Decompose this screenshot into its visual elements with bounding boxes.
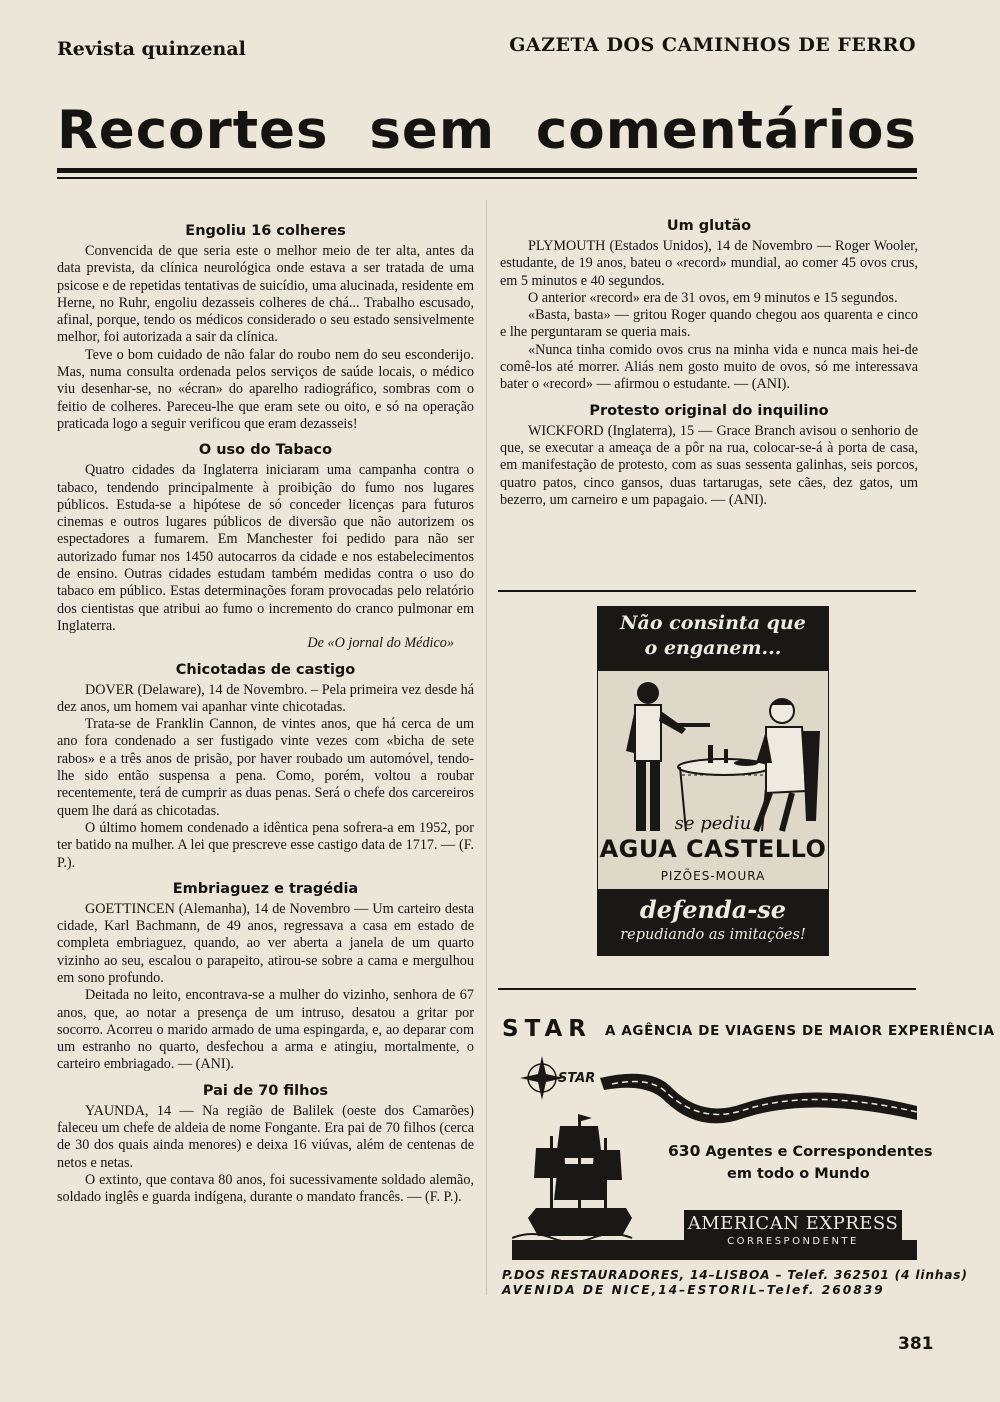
ad-text-se-pediu: se pediu xyxy=(674,813,752,834)
star-address-estoril: AVENIDA DE NICE,14–ESTORIL–Telef. 260839 xyxy=(502,1283,885,1297)
star-agents-count: 630 xyxy=(668,1142,701,1160)
title-word: Recortes xyxy=(57,100,329,161)
section-divider xyxy=(498,590,916,592)
amex-correspondente: CORRESPONDENTE xyxy=(727,1236,859,1247)
column-gutter xyxy=(486,200,487,1295)
star-agents-text: Agentes e Correspondentes xyxy=(705,1144,933,1160)
article-paragraph: Convencida de que seria este o melhor meio de ter alta, antes da data prevista, da clínica neurológica onde estava a ser tratada de uma psicose e de repetidas tentativas de suicídio, uma alucinada, residente em Herne, no Ruhr, engoliu dezasseis colheres de chá... Trabalho escusado, afinal, porque, tendo os médicos considerado o seu estado sensivelmente melhor, foi autorizada a sair da clínica. xyxy=(57,243,474,346)
article-heading: Pai de 70 filhos xyxy=(202,1082,329,1099)
article-paragraph: Teve o bom cuidado de não falar do roubo nem do seu esconderijo. Mas, numa consulta ordenada pelos serviços de saúde locais, o médico viu desenhar-se, no «écran» do aparelho radiográfico, sombras com o feitio de colheres. Pareceu-lhe que eram sete ou oito, e só na operação praticada logo a seguir verificou que eram dezasseis! xyxy=(57,346,474,432)
article-heading: Embriaguez e tragédia xyxy=(172,880,359,897)
page-title xyxy=(57,96,917,166)
star-address-lisboa: P.DOS RESTAURADORES, 14–LISBOA – Telef. 362501 (4 linhas) xyxy=(502,1268,968,1282)
title-word: comentários xyxy=(535,100,917,161)
right-column xyxy=(500,217,918,509)
article-paragraph: O anterior «record» era de 31 ovos, em 9 minutos e 15 segundos. xyxy=(528,289,898,306)
star-logo-text: STAR xyxy=(558,1071,596,1086)
star-brand: STAR xyxy=(502,1016,592,1042)
article-heading: Engoliu 16 colheres xyxy=(185,223,346,239)
ad-text-defenda: defenda-se xyxy=(639,895,787,924)
ad-place: PIZÕES-MOURA xyxy=(660,869,766,883)
star-agents-world: em todo o Mundo xyxy=(727,1166,870,1182)
article-paragraph: Quatro cidades da Inglaterra iniciaram uma campanha contra o tabaco, tendendo principalmente à proibição do fumo nos lugares públicos. Estuda-se a hipótese de só conceder licenças para futuros cinemas e outros lugares públicos de diversão que não autorizem os espectadores a fumarem. Em Manchester foi pedido para não ser autorizado fumar nos 1450 autocarros da cidade e nos estabelecimentos de ensino. Outras cidades estudam também medidas contra o uso do tabaco em público. Estas determinações foram provocadas pelo relatório dos cientistas que atribui ao fumo o incremento do cranco pulmonar em Inglaterra. xyxy=(57,462,474,634)
article-paragraph: YAUNDA, 14 — Na região de Balilek (oeste dos Camarões) faleceu um chefe de aldeia de nome Fongante. Era pai de 70 filhos (cerca de 30 dos quais ainda menores) e deixa 16 viúvas, além de centenas de netos e netas. xyxy=(57,1102,474,1171)
article-paragraph: O último homem condenado a idêntica pena sofrera-a em 1952, por ter batido na mulher. A lei que prescreve esse castigo data de 1717. — (F. P.). xyxy=(57,819,474,871)
header-right: GAZETA DOS CAMINHOS DE FERRO xyxy=(509,34,916,56)
ad-slogan-line: o enganem... xyxy=(644,637,782,659)
article-paragraph: O extinto, que contava 80 anos, foi sucessivamente soldado alemão, soldado inglês e guarda indígena, durante o mandato francês. — (F. P.). xyxy=(57,1171,474,1206)
star-tagline: A AGÊNCIA DE VIAGENS DE MAIOR EXPERIÊNCIA xyxy=(605,1023,995,1039)
article-paragraph: DOVER (Delaware), 14 de Novembro. – Pela primeira vez desde há dez anos, um homem vai apanhar vinte chicotadas. xyxy=(57,681,474,715)
ship-icon xyxy=(528,1114,632,1236)
article-paragraph: «Basta, basta» — gritou Roger quando chegou aos quarenta e cinco e lhe perguntaram se queria mais. xyxy=(500,307,918,341)
article-heading: Um glutão xyxy=(666,218,752,234)
header-left: Revista quinzenal xyxy=(57,38,246,60)
ad-brand: AGUA CASTELLO xyxy=(599,835,827,863)
article-paragraph: WICKFORD (Inglaterra), 15 — Grace Branch avisou o senhorio de que, se executar a ameaça de a pôr na rua, colocar-se-á à porta de casa, em manifestação de protesto, com as suas sessenta galinhas, seis porcos, quatro patos, cinco gansos, duas tartarugas, sete cães, dez gatos, um bezerro, um carneiro e um papagaio. — (ANI). xyxy=(500,422,918,508)
ad-slogan-line: Não consinta que xyxy=(620,612,806,634)
section-divider xyxy=(498,988,916,990)
article-paragraph: PLYMOUTH (Estados Unidos), 14 de Novembro — Roger Wooler, estudante, de 19 anos, bateu o «record» mundial, ao comer 45 ovos crus, em 5 minutos e 40 segundos. xyxy=(500,238,918,289)
article-paragraph: Trata-se de Franklin Cannon, de vintes anos, que há cerca de um ano fora condenado a ser fustigado vinte vezes com «bicha de sete rabos» e a três anos de prisão, por haver roubado um automóvel, tendo-lhe sido então suspensa a pena. Como, porém, voltou a roubar recentemente, terá de cumprir as duas penas. Será o chefe dos carcereiros quem lhe dará as chicotadas. xyxy=(57,716,474,819)
ad-text-repudiando: repudiando as imitações! xyxy=(620,927,806,943)
ad-slogan xyxy=(598,611,828,661)
page-number: 381 xyxy=(898,1334,934,1354)
article-heading: Protesto original do inquilino xyxy=(589,402,829,419)
star-agents-line xyxy=(668,1142,932,1160)
article-paragraph: GOETTINCEN (Alemanha), 14 de Novembro — Um carteiro desta cidade, Karl Bachmann, de 49 anos, regressava a casa em estado de completa embriaguez, quando, ao ver aberta a janela de um quarto vizinho ao seu, escalou o parapeito, atirou-se sobre a cama e mergulhou em sono profundo. xyxy=(57,900,474,986)
article-source: De «O jornal do Médico» xyxy=(307,635,454,652)
article-paragraph: «Nunca tinha comido ovos crus na minha vida e nunca mais hei-de comê-los até morrer. Aliás nem gosto muito de ovos, só me interessava bater o «record» — afirmou o estudante. — (ANI). xyxy=(500,341,918,393)
article-heading: O uso do Tabaco xyxy=(198,442,333,459)
title-rule-thin xyxy=(57,177,917,179)
title-rule-thick xyxy=(57,168,917,173)
article-heading: Chicotadas de castigo xyxy=(175,661,356,678)
title-word: sem xyxy=(369,100,496,161)
article-paragraph: Deitada no leito, encontrava-se a mulher do vizinho, senhora de 67 anos, que, ao notar a presença de um intruso, desatou a gritar por socorro. Acorreu o marido armado de uma espingarda, e, ao deparar com um estranho no quarto, desfechou a arma e atingiu, mortalmente, o carteiro embriagado. — (ANI). xyxy=(57,987,474,1073)
left-column xyxy=(57,222,474,1207)
amex-name: AMERICAN EXPRESS xyxy=(687,1213,899,1234)
agua-castello-ad xyxy=(597,606,829,956)
